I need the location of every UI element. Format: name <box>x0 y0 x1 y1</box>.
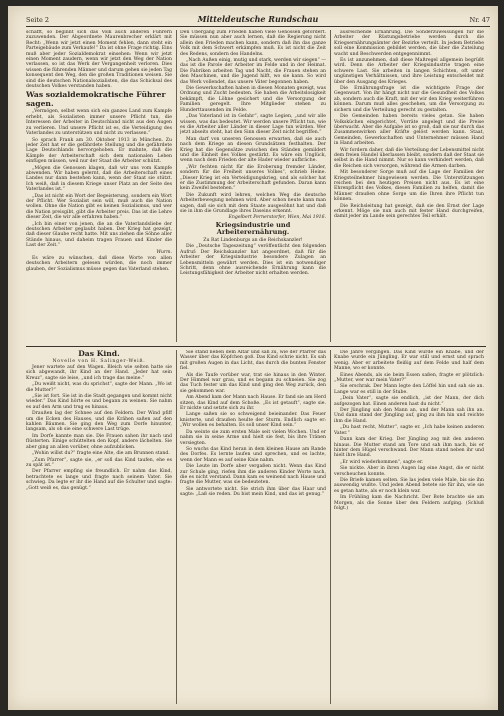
column-divider <box>176 30 177 342</box>
article-paragraph: „Du hast recht, Mutter“, sagte er. „Ich habe keinen anderen Vater.“ <box>334 425 484 436</box>
story-column-2 <box>180 350 326 704</box>
article-paragraph: So wuchs das Kind heran in dem kleinen Hause am Rande des Dorfes. Es lernte laufen und sprechen, und es lachte, wenn der Mann es auf seine Knie nahm. <box>180 446 326 463</box>
article-paragraph: Jener wartete auf den Wagen. Bleich wie selten hatte sie sich abgewandt, ihr Kind an der Hand. „Jeder hat sein Kreuz“, sagte sie leise, „und ich trage das meine.“ <box>26 365 172 381</box>
article-paragraph: „Das Vaterland ist in Gefahr“, sagte Legien, „und wir alle wissen, was das bedeutet. Wir werden unsere Pflicht tun, wie es die Arbeiter aller Länder in dieser Lage tun würden. Wer jetzt abseits steht, hat den Sinn dieser Zeit nicht begriffen.“ <box>180 114 326 136</box>
article-paragraph: „Ich bin einer von jenen, die an die Vaterlandsliebe der deutschen Arbeiter geglaubt haben. Der Krieg hat gezeigt, daß dieser Glaube recht hatte. Mit uns ziehen die Söhne aller Stände hinaus, und daheim tragen Frauen und Kinder die Last der Zeit.“ <box>26 221 172 249</box>
article-paragraph: Sie stand neben dem Altar und sah zu, wie der Pfarrer das Wasser über das Köpfchen goß. Das Kind schrie nicht. Es sah mit großen Augen in das Licht, das durch die bunten Fenster fiel. <box>180 350 326 372</box>
newspaper-title: Mitteldeutsche Rundschau <box>197 14 319 24</box>
article-paragraph: Sie erschrak. Der Mann legte den Löffel hin und sah sie an. Lange war es still in der Stube. <box>334 384 484 395</box>
article-paragraph: „Zum Pfarrer“, sagte sie, „er soll das Kind taufen, ehe es zu spät ist.“ <box>26 457 172 468</box>
article-paragraph: Als die Taufe vorüber war, trat sie hinaus in den Winter. Der Himmel war grau, und es begann zu schneien. Sie zog das Tuch fester um das Kind und ging den Weg zurück, den sie gekommen war. <box>180 372 326 394</box>
column-divider <box>330 30 331 342</box>
article-paragraph: Die Jahre vergingen. Das Kind wurde ein Knabe, und der Knabe wurde ein Jüngling. Er war still und ernst und sprach wenig. Aber er arbeitete fleißig auf dem Felde und half dem Manne, wo er konnte. <box>334 350 484 372</box>
article-paragraph: Die Reichsleitung hat gezeigt, daß sie den Ernst der Lage erkennt. Möge sie nun auch mit fester Hand durchgreifen, damit jeder im Lande sein gerechtes Teil erhält. <box>334 203 484 220</box>
article-paragraph: „Vermögen, selbst wenn sich ein ganzes Land zum Kampfe erhebt, als Sozialisten immer unsere Pflicht tun, die Interessen der Arbeiter in Deutschland nicht aus den Augen zu verlieren. Und unsere Pflicht ist es, die Verteidigung des Vaterlandes zu unterstützen und nicht zu verlassen.“ <box>26 109 172 137</box>
article-paragraph: Im Frühling kam die Nachricht. Der Bote brachte sie am Morgen, als die Sonne über den Feldern aufging. (Schluß folgt.) <box>334 495 484 511</box>
article-signature: Engelbert Pernerstorfer, Wien, Mai 1916. <box>228 215 326 221</box>
article-paragraph: Die Ernährungsfrage ist die wichtigste Frage der Gegenwart. Von ihr hängt nicht nur die Gesundheit des Volkes ab, sondern auch die Kraft, mit der wir den Krieg weiterführen können. Darum muß alles geschehen, um die Versorgung zu sichern und die Verteilung gerecht zu gestalten. <box>334 86 484 113</box>
column-intro: Den Übergang zum Frieden haben viele Genossen gefordert. Sie müssen nun aber auch lernen, daß die Regierung nicht allein den Frieden machen kann, sondern daß ihn das ganze Volk mit dem Schwert erkämpfen muß. Es ist nicht die Zeit des Redens, sondern des Handelns. <box>180 30 326 57</box>
article-paragraph: Sie antwortete nicht. Sie strich ihm über das Haar und sagte: „Laß sie reden. Du bist mein Kind, und das ist genug.“ <box>180 486 326 498</box>
section-rule <box>26 346 486 347</box>
article-footnote: Es wäre zu wünschen, daß diese Worte von allen deutschen Arbeitern gelesen würden, die noch immer glauben, der Sozialismus müsse gegen das Vaterland stehen. <box>26 256 172 272</box>
article-paragraph: Die Leute im Dorfe aber vergaßen nicht. Wenn das Kind zur Schule ging, riefen ihm die anderen Kinder Worte nach, die es nicht verstand. Dann kam es weinend nach Hause und fragte die Mutter, was sie bedeuteten. <box>180 464 326 486</box>
story-author: Novelle von H. Salinger-Weiß. <box>52 358 146 364</box>
article-paragraph: „Nach Außen einig, mutig und stark, werden wir siegen“ — das ist die Parole der Arbeiter im Felde und in der Heimat. Die Fabriken arbeiten Tag und Nacht, die Frauen stehen an den Maschinen, und die Jugend hilft, wo sie kann. So wird das Werk vollendet, das unsere Väter begonnen haben. <box>180 58 326 85</box>
article-paragraph: Mit besonderer Sorge muß auf die Lage der Familien der Kriegsteilnehmer hingewiesen werden. Die Unterstützungen reichen bei den heutigen Preisen nicht aus. Es ist eine Ehrenpflicht des Volkes, diesen Familien zu helfen, damit die Männer draußen ohne Sorge um die Ihren ihre Pflicht tun können. <box>334 170 484 203</box>
article-paragraph: Da weinte sie zum ersten Male seit vielen Wochen. Und er nahm sie in seine Arme und hielt sie fest, bis ihre Tränen versiegten. <box>180 429 326 446</box>
column-divider <box>176 350 177 704</box>
article-paragraph: Wir fordern daher, daß die Verteilung der Lebensmittel nicht dem freien Handel überlassen bleibt, sondern daß der Staat sie selbst in die Hand nimmt. Nur so kann verhindert werden, daß die Reichen sich versorgen, während die Armen darben. <box>334 147 484 169</box>
newspaper-page <box>8 6 498 710</box>
story-column-3 <box>334 350 484 704</box>
article-paragraph: „Das ist nicht ein Wort der Begeisterung, sondern ein Wort der Pflicht. Wer Sozialist sein will, muß auch die Nation wollen. Ohne die Nation gibt es keinen Sozialismus, und wer die Nation preisgibt, gibt die Arbeiter preis. Das ist die Lehre dieser Zeit, die wir alle erfahren haben.“ <box>26 193 172 221</box>
article-heading: Kriegsindustrie und Arbeiterernährung. <box>215 220 291 237</box>
article-paragraph: „Du weißt nicht, was du sprichst“, sagte der Mann. „Wo ist die Mutter?“ <box>26 382 172 393</box>
column-1-upper <box>26 30 172 342</box>
page-number: Seite 2 <box>26 16 50 24</box>
article-signature: Wurm. <box>156 249 172 255</box>
article-paragraph: Die Gewerkschaften haben in diesen Monaten gezeigt, was Ordnung und Zucht bedeuten. Sie haben die Arbeitslosigkeit bekämpft, die Löhne gesichert und die Versorgung der Familien geregelt. Ihre Mitglieder stehen zu Hunderttausenden im Felde. <box>180 86 326 113</box>
article-paragraph: Die Briefe kamen selten. Sie las jeden viele Male, bis sie ihn auswendig wußte. Und jeden Abend betete sie für ihn, wie sie es getan hatte, als er noch klein war. <box>334 477 484 494</box>
article-paragraph: ausreichende Ernährung. Die Sonderzuweisungen für die Arbeiter der Rüstungsbetriebe werden durch die Kriegsernährungsämter der Bezirke verteilt. In jedem Betriebe soll eine Kommission gebildet werden, die über die Zuteilung wacht und Beschwerden entgegennimmt. <box>334 30 484 57</box>
story-column-1 <box>26 350 172 704</box>
article-paragraph: Im Dorfe kannte man sie. Die Frauen sahen ihr nach und flüsterten. Einige schüttelten den Kopf, andere lächelten. Sie aber ging an allen vorüber, ohne aufzublicken. <box>26 433 172 450</box>
article-paragraph: Lange saßen sie so schweigend beieinander. Das Feuer knisterte, und draußen heulte der Sturm. Endlich sagte er: „Wir wollen es behalten. Es soll unser Kind sein.“ <box>180 412 326 429</box>
article-paragraph: Die Gemeinden haben bereits vieles getan. Sie haben Volksküchen eingerichtet, Vorräte angelegt und die Preise überwacht. Aber die Aufgabe ist so groß, daß sie nur durch das Zusammenwirken aller Kräfte gelöst werden kann. Staat, Gemeinden, Gewerkschaften und Unternehmer müssen Hand in Hand arbeiten. <box>334 114 484 147</box>
article-subheading: Zu Rat Lindenburgs an die Reichskanzler! <box>203 238 303 243</box>
article-paragraph: „Sie ist fort. Sie ist in die Stadt gegangen und kommt nicht wieder.“ Das Kind hörte es und begann zu weinen. Sie nahm es auf den Arm und trug es hinaus. <box>26 394 172 410</box>
article-paragraph: „Wir fechten nicht für die Eroberung fremder Länder, sondern für die Freiheit unseres Volkes“, schrieb Heine. „Dieser Krieg ist ein Verteidigungskrieg, und als solcher hat er die Zustimmung der Arbeiterschaft gefunden. Daran kann kein Zweifel bestehen.“ <box>180 164 326 192</box>
story-heading: Das Kind. <box>78 350 120 358</box>
article-paragraph: Sie nickte. Aber in ihren Augen lag eine Angst, die er nicht verscheuchen konnte. <box>334 466 484 477</box>
article-paragraph: „Er wird wiederkommen“, sagte er. <box>340 459 424 465</box>
column-3-upper <box>334 30 484 342</box>
article-paragraph: So sprach Frank am 30. Oktober 1913 in München. Zu jeder Zeit hat er die gefährdete Stellung und die gefährdete Lage Deutschlands hervorgehoben. Er mahnte, daß die Kämpfe der Arbeiterschaft sich dem nationalen Leben einfügen müssen, weil nur der Staat die Arbeiter schützt. <box>26 137 172 165</box>
column-intro: schafft, so beginnt sich das Volk auch anderen Führern zuzuwenden. Der Abgeordnete Maurenbrecher erklärt mit Recht: „Wenn wir jetzt einen Moment fehlen, dann steht ein Parteigebäude zum Verkaufe!“ Da ist ohne Frage richtig. Eins muß aber jeder Sozialdemokrat einsehen: Wenn wir jetzt einen Moment zaudern, wenn wir jetzt den Weg der Nation verlassen, so ist das Werk der Vergangenheit verloren. Dies wissen die führenden Männer und darum gehen sie jeden Tag konsequent den Weg, den die großen Traditionen weisen. Sie sind die deutschen Nationalsozialisten, die das Schicksal des deutschen Volkes verstanden haben. <box>26 30 172 90</box>
article-paragraph: Es ist anzunehmen, daß diese Maßregel allgemein begrüßt wird. Denn die Arbeiter der Kriegsindustrie tragen eine schwere Last. Sie arbeiten in langen Schichten, oft unter ungünstigen Verhältnissen, und ihre Leistung entscheidet mit über den Ausgang des Krieges. <box>334 58 484 85</box>
article-paragraph: Die „Deutsche Tageszeitung“ veröffentlicht den folgenden Aufruf: Der Reichskanzler hat angeordnet, daß für die Arbeiter der Kriegsindustrie besondere Zulagen an Lebensmitteln gewährt werden. Dies ist ein notwendiger Schritt, denn ohne ausreichende Ernährung kann die Leistungsfähigkeit der Arbeiter nicht erhalten werden. <box>180 244 326 277</box>
page-header <box>26 14 490 27</box>
article-paragraph: Die Zukunft wird lehren, welchen Weg die deutsche Arbeiterbewegung nehmen wird. Aber schon heute kann man sagen, daß sie sich mit dem Staate ausgesöhnt hat und daß sie in ihm die Grundlage ihres Daseins erkennt. <box>180 192 326 214</box>
issue-number: Nr. 47 <box>469 16 490 24</box>
article-paragraph: „Mögen die Genossen klagen, daß wir uns vom Kampfe abwenden. Wir haben gelernt, daß die Arbeiterschaft eines Landes nur dann bestehen kann, wenn der Staat sie stützt. Ich weiß, daß in diesem Kriege unser Platz an der Seite des Vaterlandes ist.“ <box>26 165 172 193</box>
article-paragraph: Dann kam der Krieg. Der Jüngling zog mit den anderen hinaus. Die Mutter stand am Tore und sah ihm nach, bis er hinter dem Hügel verschwand. Der Mann stand neben ihr und hielt ihre Hand. <box>334 437 484 459</box>
article-heading: Was sozialdemokratische Führer sagen. <box>26 90 166 109</box>
article-paragraph: Am Abend kam der Mann nach Hause. Er fand sie am Herd sitzen, das Kind auf dem Schoße. „Es ist getauft“, sagte sie. Er nickte und setzte sich zu ihr. <box>180 395 326 412</box>
article-paragraph: Eines Abends, als sie beim Essen saßen, fragte er plötzlich: „Mutter, wer war mein Vater?“ <box>334 372 484 384</box>
article-paragraph: Der Pfarrer empfing sie freundlich. Er nahm das Kind, betrachtete es lange und fragte nach seinem Vater. Sie schwieg. Da legte er ihr die Hand auf die Schulter und sagte: „Gott weiß es, das genügt.“ <box>26 469 172 491</box>
column-2-upper <box>180 30 326 342</box>
article-paragraph: Man darf von unseren Genossen erwarten, daß sie auch nach dem Kriege an diesen Grundsätzen festhalten. Der Krieg hat die Gegensätze zwischen den Ständen gemildert und die Einheit des Volkes gestärkt. Es wäre ein Unglück, wenn nach dem Frieden der alte Hader wieder aufbräche. <box>180 136 326 164</box>
column-divider <box>330 350 331 704</box>
article-paragraph: Draußen lag der Schnee auf den Feldern. Der Wind pfiff um die Ecken des Hauses, und die Krähen saßen auf den kahlen Bäumen. Sie ging den Weg zum Dorfe hinunter, langsam, als ob sie eine schwere Last trüge. <box>26 411 172 433</box>
article-paragraph: Der Jüngling sah den Mann an, und der Mann sah ihn an. Und dann stand der Jüngling auf, ging zu ihm hin und reichte ihm die Hand. <box>334 408 484 424</box>
article-paragraph: „Dein Vater“, sagte sie endlich, „ist der Mann, der dich aufgezogen hat. Einen anderen hast du nicht.“ <box>334 396 484 407</box>
article-paragraph: „Wohin willst du?“ fragte eine Alte, die am Brunnen stand. <box>32 451 170 457</box>
